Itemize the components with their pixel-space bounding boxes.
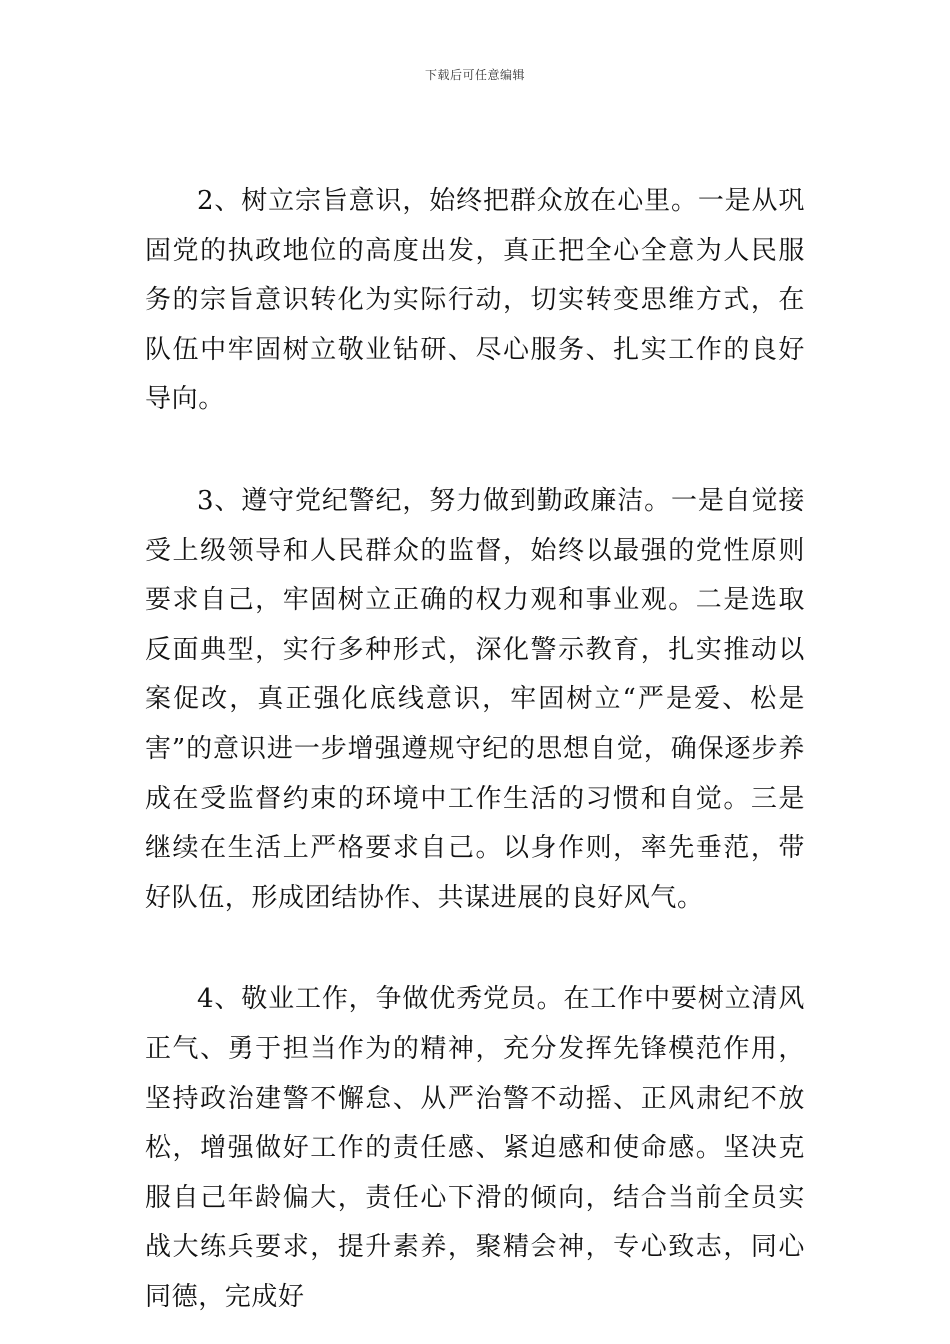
paragraph-3-party-discipline: 3、遵守党纪警纪，努力做到勤政廉洁。一是自觉接受上级领导和人民群众的监督，始终以最强的党性原则要求自己，牢固树立正确的权力观和事业观。二是选取反面典型，实行多种形式，深化警示教育，扎实推动以案促改，真正强化底线意识，牢固树立“严是爱、松是害”的意识进一步增强遵规守纪的思想自觉，确保逐步养成在受监督约束的环境中工作生活的习惯和自觉。三是继续在生活上严格要求自己。以身作则，率先垂范，带好队伍，形成团结协作、共谋进展的良好风气。 — [145, 485, 805, 913]
header-note: 下载后可任意编辑 — [424, 68, 525, 82]
paragraph-2-purpose-awareness: 2、树立宗旨意识，始终把群众放在心里。一是从巩固党的执政地位的高度出发，真正把全心全意为人民服务的宗旨意识转化为实际行动，切实转变思维方式，在队伍中牢固树立敬业钻研、尽心服务、扎实工作的良好导向。 — [145, 186, 805, 415]
document-body — [145, 177, 805, 1322]
paragraph-4-dedicated-work: 4、敬业工作，争做优秀党员。在工作中要树立清风正气、勇于担当作为的精神，充分发挥先锋模范作用，坚持政治建警不懈怠、从严治警不动摇、正风肃纪不放松，增强做好工作的责任感、紧迫感和使命感。坚决克服自己年龄偏大，责任心下滑的倾向，结合当前全员实战大练兵要求，提升素养，聚精会神，专心致志，同心同德，完成好 — [145, 984, 805, 1312]
